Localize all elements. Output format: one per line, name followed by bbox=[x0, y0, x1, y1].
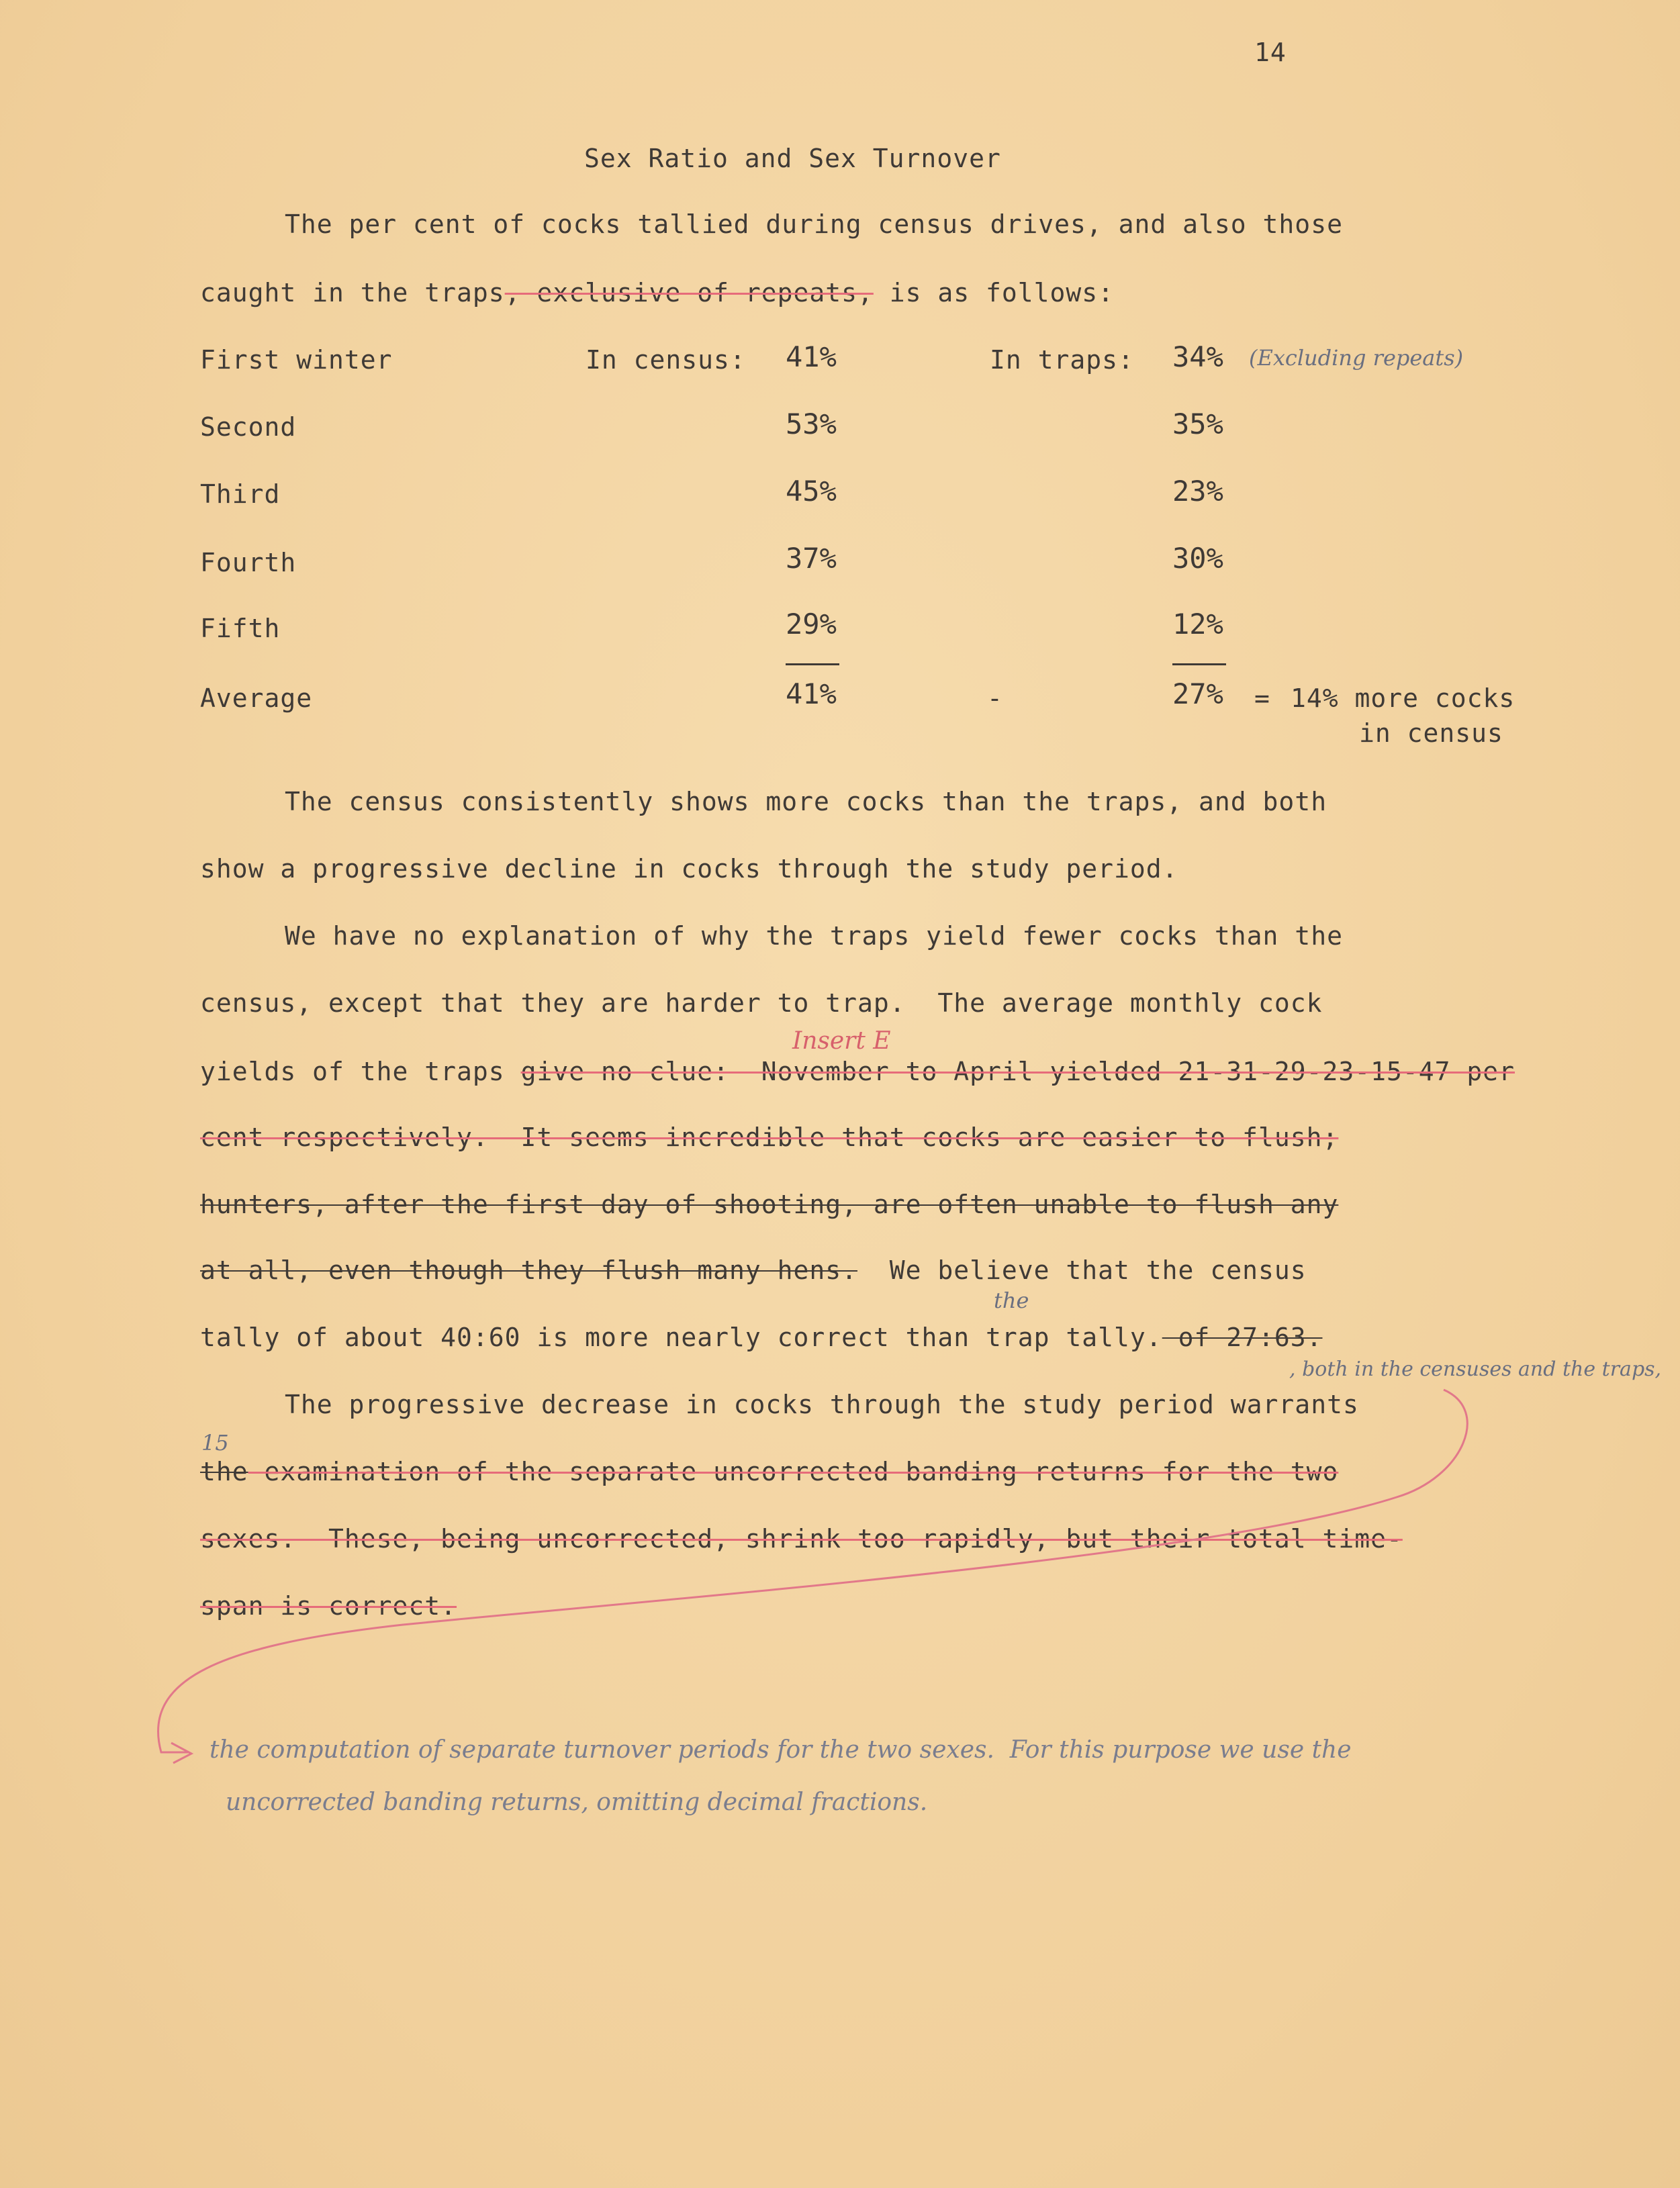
para3-line-5-struck: hunters, after the first day of shooting, are often unable to flush any bbox=[200, 1190, 1339, 1219]
row-label: Fourth bbox=[200, 548, 297, 577]
para2-line-2: show a progressive decline in cocks through the study period. bbox=[200, 854, 1178, 884]
census-sum-rule bbox=[786, 663, 839, 665]
average-result-line2: in census bbox=[1359, 718, 1503, 748]
para2-line-1: The census consistently shows more cocks than the traps, and both bbox=[285, 787, 1327, 816]
para3-line-6 bbox=[200, 1255, 1307, 1285]
row-label: Second bbox=[200, 412, 297, 442]
traps-value: 23% bbox=[1172, 475, 1223, 508]
row-label: Third bbox=[200, 479, 281, 509]
para4-line-2 bbox=[200, 1457, 1338, 1486]
intro-struck-text: , exclusive of repeats, bbox=[504, 278, 874, 307]
para4-line-4-struck: span is correct. bbox=[200, 1591, 457, 1621]
para3-line7-struck: of 27:63. bbox=[1162, 1323, 1323, 1352]
para4-line2-struck-b: examination of the separate uncorrected banding returns for the two bbox=[248, 1457, 1339, 1486]
average-result: 14% more cocks bbox=[1291, 683, 1515, 713]
average-census-value: 41% bbox=[786, 677, 837, 710]
handwritten-insert-line-1: the computation of separate turnover periods for the two sexes. For this purpose we use the bbox=[209, 1736, 1352, 1764]
intro-line-1: The per cent of cocks tallied during census drives, and also those bbox=[285, 209, 1343, 239]
para3-line-1: We have no explanation of why the traps yield fewer cocks than the bbox=[285, 921, 1343, 951]
para3-line3-text: yields of the traps bbox=[200, 1057, 521, 1086]
census-value: 41% bbox=[786, 340, 837, 373]
row-label: First winter bbox=[200, 345, 393, 375]
traps-value: 12% bbox=[1172, 608, 1223, 640]
the-insert-note: the bbox=[994, 1288, 1029, 1313]
para3-line-4-struck: cent respectively. It seems incredible that cocks are easier to flush; bbox=[200, 1123, 1339, 1152]
census-value: 29% bbox=[786, 608, 837, 640]
traps-label: In traps: bbox=[990, 345, 1134, 375]
insert-e-note: Insert E bbox=[792, 1027, 891, 1055]
para3-line6-struck: at all, even though they flush many hens. bbox=[200, 1255, 857, 1285]
census-value: 53% bbox=[786, 408, 837, 440]
para4-line2-struck-a: the bbox=[200, 1457, 248, 1486]
row-label: Fifth bbox=[200, 614, 281, 643]
handwritten-insert-line-2: uncorrected banding returns, omitting decimal fractions. bbox=[226, 1789, 928, 1816]
para4-margin-number: 15 bbox=[201, 1430, 229, 1456]
para3-line7-text-a: tally of about 40:60 is more nearly correct than bbox=[200, 1323, 986, 1352]
page-title: Sex Ratio and Sex Turnover bbox=[584, 144, 1001, 173]
traps-handwritten-note: (Excluding repeats) bbox=[1249, 345, 1464, 371]
page-number: 14 bbox=[1254, 38, 1287, 67]
intro-line-2 bbox=[200, 278, 1114, 307]
para3-line6-text: We believe that the census bbox=[857, 1255, 1307, 1285]
para4-margin-note: , both in the censuses and the traps, bbox=[1289, 1358, 1662, 1381]
para3-line-3 bbox=[200, 1057, 1515, 1086]
traps-sum-rule bbox=[1172, 663, 1226, 665]
para3-line3-struck: give no clue: November to April yielded 21-31-29-23-15-47 per bbox=[520, 1057, 1515, 1086]
average-minus: - bbox=[987, 683, 1003, 713]
traps-value: 30% bbox=[1172, 542, 1223, 575]
para3-line7-text-b: trap tally. bbox=[986, 1323, 1162, 1352]
para3-line-7 bbox=[200, 1323, 1322, 1352]
average-traps-value: 27% bbox=[1172, 677, 1223, 710]
census-value: 37% bbox=[786, 542, 837, 575]
intro-text-b: is as follows: bbox=[873, 278, 1115, 307]
traps-value: 35% bbox=[1172, 408, 1223, 440]
para4-line-3-struck: sexes. These, being uncorrected, shrink too rapidly, but their total time- bbox=[200, 1524, 1403, 1554]
average-equals: = bbox=[1254, 683, 1270, 713]
census-value: 45% bbox=[786, 475, 837, 508]
traps-value: 34% bbox=[1172, 340, 1223, 373]
census-label: In census: bbox=[586, 345, 746, 375]
para4-line-1: The progressive decrease in cocks through the study period warrants bbox=[285, 1390, 1359, 1419]
intro-text-a: caught in the traps bbox=[200, 278, 505, 307]
para3-line-2: census, except that they are harder to trap. The average monthly cock bbox=[200, 988, 1323, 1018]
average-label: Average bbox=[200, 683, 313, 713]
